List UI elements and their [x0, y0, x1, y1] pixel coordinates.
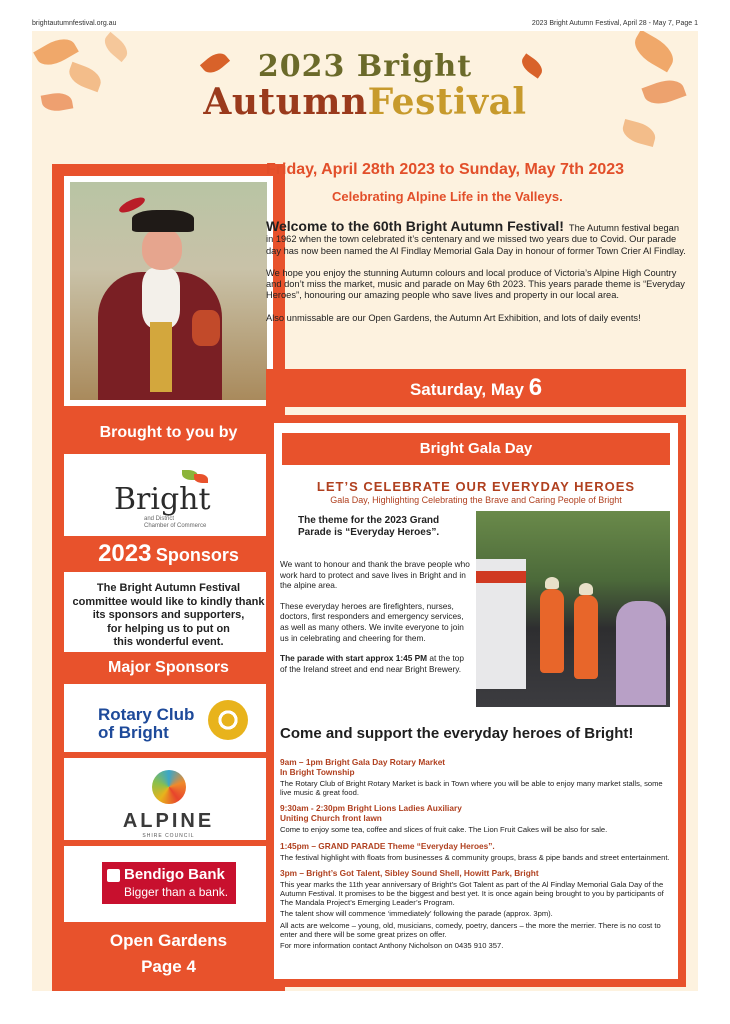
page-header-strip: [0, 0, 730, 30]
town-crier-photo: [64, 176, 273, 406]
events-list: [280, 757, 672, 956]
sponsors-heading: [52, 540, 285, 568]
event-item: 9am – 1pm Bright Gala Day Rotary Market In Bright Township The Rotary Club of Bright Rotary Market is back in Town where you will be able to enjoy many market stalls, some live music & great food.: [280, 757, 663, 798]
alpine-logo-sub: SHIRE COUNCIL: [142, 833, 195, 839]
leaf-icon: [620, 119, 658, 147]
intro-text: [266, 218, 686, 335]
chamber-logo-word: Bright: [114, 482, 211, 517]
rotary-wheel-icon: [208, 700, 248, 740]
sidebar: [52, 164, 285, 991]
rotary-logo-box[interactable]: [64, 684, 273, 752]
intro-p1: The Autumn festival began in 1962 when the town celebrated it’s centenary and we missed two years due to Covid. Our parade day has now been named the Al Findlay Memorial Gala Day in honour of former Town Crier Al Findlay.: [266, 223, 686, 256]
bendigo-tagline: Bigger than a bank.: [124, 885, 229, 899]
bendigo-logo-box[interactable]: [64, 846, 273, 922]
rotary-logo-text: Rotary Club of Bright: [98, 705, 195, 742]
masthead: [32, 31, 698, 163]
event-item: 9:30am - 2:30pm Bright Lions Ladies Auxiliary Uniting Church front lawn Come to enjoy some tea, coffee and slices of fruit cake. The Lion Fruit Cakes will be also for sale.: [280, 803, 608, 835]
newsletter-page: [32, 31, 698, 991]
masthead-festival: Festival: [367, 81, 527, 123]
chamber-logo-sub: and District Chamber of Commerce: [144, 516, 207, 529]
gala-subheading: Gala Day, Highlighting Celebrating the Brave and Caring People of Bright: [330, 495, 622, 505]
alpine-logo-box[interactable]: [64, 758, 273, 840]
gala-p1: We want to honour and thank the brave people who work hard to protect and save lives in Bright and in the alpine area.: [280, 559, 470, 591]
parade-theme: The theme for the 2023 Grand Parade is “Everyday Heroes”.: [298, 515, 440, 538]
event-item: 1:45pm – GRAND PARADE Theme “Everyday Heroes”. The festival highlight with floats from businesses & community groups, brass & pipe bands and street entertainment.: [280, 840, 670, 862]
bendigo-mark-icon: [107, 869, 120, 882]
intro-p2: We hope you enjoy the stunning Autumn colours and local produce of Victoria’s Alpine High Country and don’t miss the market, music and parade on May 6th 2023. This years parade theme is “Everyday Heroes”, honouring our amazing people who save lives and property in our local area.: [266, 267, 685, 301]
masthead-line1: 2023 Bright: [257, 49, 473, 84]
festival-subtitle: Celebrating Alpine Life in the Valleys.: [332, 189, 563, 204]
firefighters-photo: [476, 511, 670, 707]
chamber-logo-box[interactable]: [64, 454, 273, 536]
masthead-line2: [32, 81, 698, 123]
saturday-number: 6: [528, 374, 543, 401]
saturday-label: Saturday, May: [409, 380, 524, 399]
brought-by-label: Brought to you by: [99, 424, 238, 441]
gala-p2: These everyday heroes are firefighters, nurses, doctors, first responders and emergency services, as well as many others. We invite everyone to join us in celebrating and cheering for them.: [280, 600, 464, 643]
gala-day-bar: Bright Gala Day: [282, 433, 670, 465]
sponsors-label: Sponsors: [155, 545, 239, 565]
page-info: 2023 Bright Autumn Festival, April 28 - May 7, Page 1: [531, 20, 698, 27]
open-gardens-label: Open Gardens: [109, 931, 228, 950]
major-sponsors-label: Major Sponsors: [108, 659, 229, 676]
intro-p3: Also unmissable are our Open Gardens, the Autumn Art Exhibition, and lots of daily events!: [266, 312, 641, 323]
festival-dates: Friday, April 28th 2023 to Sunday, May 7th 2023: [266, 161, 625, 178]
open-gardens-link[interactable]: [52, 928, 285, 980]
come-support-heading: Come and support the everyday heroes of Bright!: [280, 725, 634, 742]
gala-heading: LET’S CELEBRATE OUR EVERYDAY HEROES: [316, 479, 636, 494]
alpine-flower-icon: [152, 770, 186, 804]
open-gardens-page: Page 4: [141, 957, 196, 976]
bendigo-logo: [102, 862, 236, 904]
welcome-heading: Welcome to the 60th Bright Autumn Festival!: [266, 218, 564, 234]
gala-p3: The parade with start approx 1:45 PM at the top of the Ireland street and end near Bright Brewery.: [280, 653, 464, 674]
event-item: 3pm – Bright’s Got Talent, Sibley Sound Shell, Howitt Park, Bright This year marks the 11th year anniversary of Bright’s Got Talent as part of the Al Findlay Memorial Gala Day of the Autumn Festival. It promises to be the biggest and best yet. It is once again being brought to you by participants of The Mandala Project’s Emerging Leader’s Program. The talent show will commence ‘immediately’ following the parade (approx. 3pm). All acts are welcome – young, old, musicians, comedy, poetry, dancers – the more the merrier. There is no cost to enter and there will be some great prizes on offer. For more information contact Anthony Nicholson on 0435 910 357.: [280, 867, 664, 951]
saturday-banner: [266, 369, 686, 407]
gala-day-section: [266, 415, 686, 987]
gala-body: [280, 559, 470, 684]
sponsors-year: 2023: [98, 540, 152, 567]
alpine-logo-word: ALPINE: [122, 810, 215, 832]
site-url[interactable]: brightautumnfestival.org.au: [32, 20, 117, 27]
sponsors-thanks: The Bright Autumn Festival committee would like to kindly thank its sponsors and supporters, for helping us to put on this wonderful event.: [64, 572, 273, 652]
masthead-autumn: Autumn: [203, 81, 368, 123]
bendigo-name: Bendigo Bank: [124, 866, 225, 883]
